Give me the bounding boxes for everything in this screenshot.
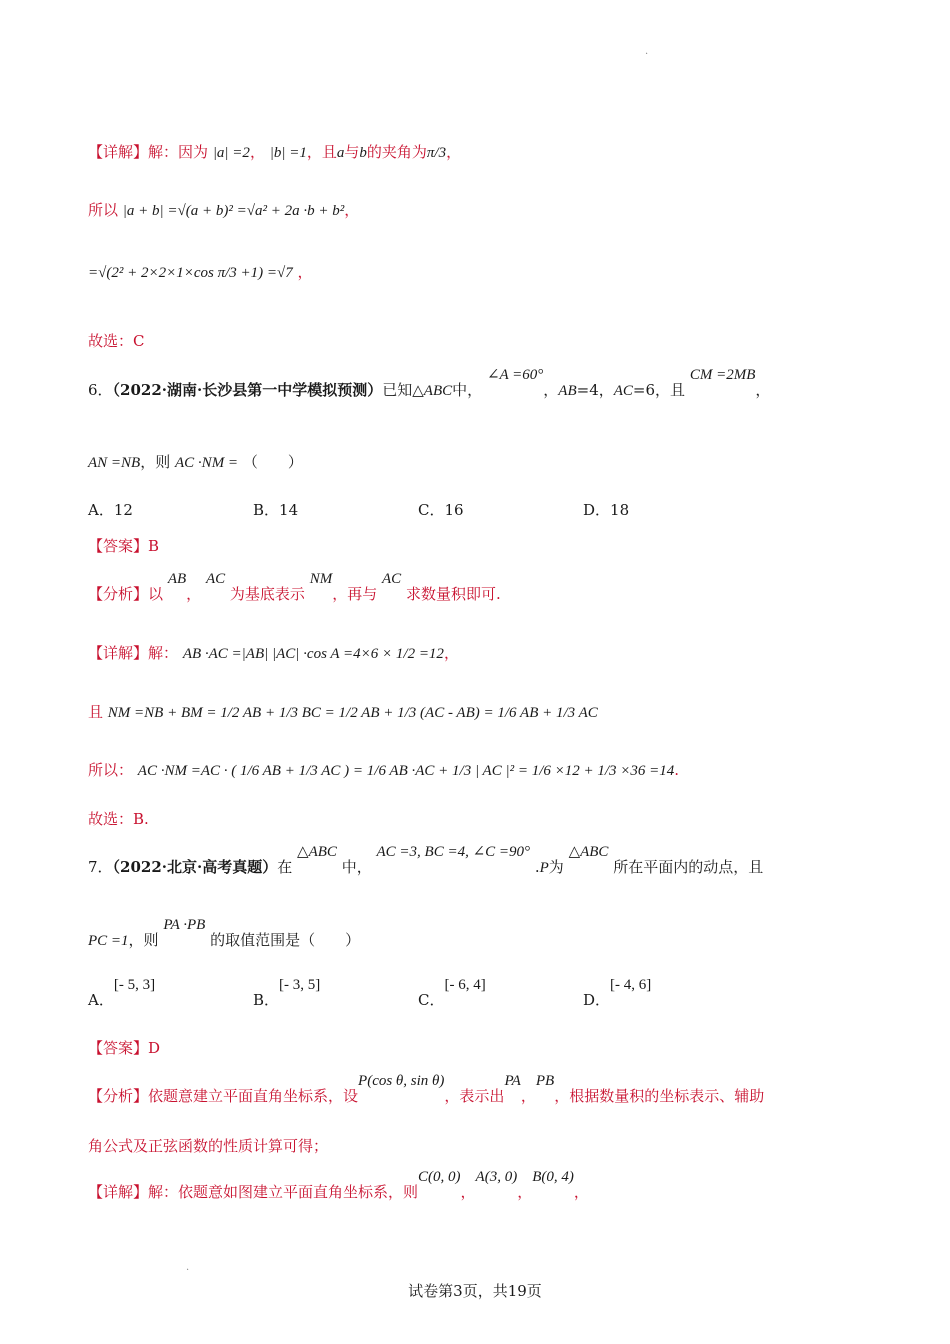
- q7-answer: 【答案】D: [88, 1039, 161, 1057]
- q6-option-d[interactable]: D．18: [583, 501, 630, 519]
- s5-line-2: 所以 |a + b| =√(a + b)² =√a² + 2a ·b + b²，: [88, 201, 360, 219]
- s5-line-1: 【详解】解：因为 |a| =2， |b| =1，且a与b的夹角为π/3，: [88, 143, 462, 161]
- q6-analysis: 【分析】以 AB， AC 为基底表示 NM，再与 AC 求数量积即可.: [88, 571, 501, 603]
- q7-option-b[interactable]: B．[- 3, 5]: [253, 977, 321, 1009]
- q6-option-c[interactable]: C．16: [418, 501, 464, 519]
- q6-stem-2: AN =NB，则 AC ·NM = （ ）: [88, 453, 303, 471]
- q7-option-a[interactable]: A．[- 5, 3]: [88, 977, 156, 1009]
- q7-option-c[interactable]: C．[- 6, 4]: [418, 977, 486, 1009]
- q7-stem-2: PC =1，则 PA ·PB 的取值范围是（ ）: [88, 917, 361, 949]
- s5-choose: 故选：C: [88, 332, 145, 350]
- q7-analysis-2: 角公式及正弦函数的性质计算可得；: [88, 1137, 329, 1155]
- q6-option-b[interactable]: B．14: [253, 501, 299, 519]
- q6-answer: 【答案】B: [88, 537, 160, 555]
- q7-stem-1: 7．（2022·北京·高考真题）在 △ABC 中， AC =3, BC =4, ∠C =90° .P为 △ABC 所在平面内的动点，且: [88, 844, 764, 876]
- q6-detail-2: 且 NM =NB + BM = 1/2 AB + 1/3 BC = 1/2 AB + 1/3 (AC - AB) = 1/6 AB + 1/3 AC: [88, 703, 598, 721]
- q7-option-d[interactable]: D．[- 4, 6]: [583, 977, 652, 1009]
- q7-detail: 【详解】解：依题意如图建立平面直角坐标系，则C(0, 0)，A(3, 0)，B(0, 4)，: [88, 1169, 589, 1201]
- q6-detail-3: 所以： AC ·NM =AC · ( 1/6 AB + 1/3 AC ) = 1/6 AB ·AC + 1/3 | AC |² = 1/6 ×12 + 1/3 ×36 =14.: [88, 761, 680, 779]
- q6-choose: 故选：B.: [88, 810, 149, 828]
- page-footer: 试卷第3页，共19页: [408, 1282, 542, 1300]
- q6-option-a[interactable]: A．12: [88, 501, 133, 519]
- q6-stem-1: 6．（2022·湖南·长沙县第一中学模拟预测）已知△ABC中， ∠A =60°，AB=4，AC=6，且 CM =2MB，: [88, 367, 771, 399]
- bottom-mark: .: [186, 1262, 190, 1273]
- q6-detail-1: 【详解】解： AB ·AC =|AB| |AC| ·cos A =4×6 × 1/2 =12，: [88, 644, 459, 662]
- q7-analysis-1: 【分析】依题意建立平面直角坐标系，设P(cos θ, sin θ)，表示出PA，PB，根据数量积的坐标表示、辅助: [88, 1073, 765, 1105]
- corner-mark: .: [645, 46, 649, 57]
- s5-line-3: =√(2² + 2×2×1×cos π/3 +1) =√7 ，: [88, 263, 313, 281]
